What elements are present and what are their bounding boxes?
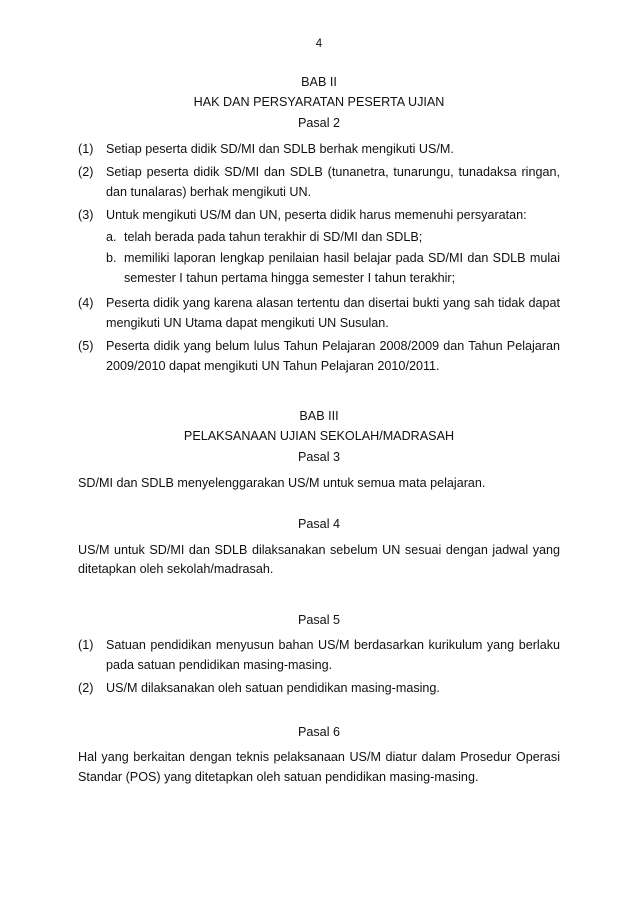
sub-list	[106, 228, 560, 289]
item-number: (5)	[78, 339, 94, 353]
sub-item-letter: a.	[106, 229, 117, 244]
sub-item	[106, 228, 560, 248]
item-text: Setiap peserta didik SD/MI dan SDLB (tunanetra, tunarungu, tunadaksa ringan, dan tunalaras) berhak mengikuti UN.	[106, 165, 560, 199]
sub-item-letter: b.	[106, 251, 117, 265]
item-text: US/M dilaksanakan oleh satuan pendidikan masing-masing.	[106, 681, 440, 695]
article-paragraph: Hal yang berkaitan dengan teknis pelaksanaan US/M diatur dalam Prosedur Operasi Standar (POS) yang ditetapkan oleh satuan pendidikan masing-masing.	[78, 750, 560, 784]
item-body	[106, 206, 560, 290]
spacer	[78, 580, 560, 609]
article-heading: Pasal 2	[297, 116, 340, 130]
page-content	[78, 73, 560, 787]
sub-item-text: telah berada pada tahun terakhir di SD/MI dan SDLB;	[124, 229, 423, 244]
item-number: (1)	[78, 638, 94, 652]
article-paragraph: US/M untuk SD/MI dan SDLB dilaksanakan sebelum UN sesuai dengan jadwal yang ditetapkan oleh sekolah/madrasah.	[78, 542, 560, 576]
list-item	[78, 679, 560, 699]
chapter-title: BAB II	[301, 75, 337, 89]
spacer	[78, 703, 560, 721]
item-number: (4)	[78, 296, 94, 310]
sub-item	[106, 249, 560, 288]
item-text: Setiap peserta didik SD/MI dan SDLB berhak mengikuti US/M.	[106, 141, 454, 156]
sub-item-text: memiliki laporan lengkap penilaian hasil belajar pada SD/MI dan SDLB mulai semester I tahun pertama hingga semester I tahun terakhir;	[124, 251, 560, 285]
list-item	[78, 337, 560, 376]
article-paragraph: SD/MI dan SDLB menyelenggarakan US/M untuk semua mata pelajaran.	[78, 475, 486, 490]
article-heading: Pasal 3	[297, 450, 340, 464]
list-item	[78, 294, 560, 333]
item-number: (2)	[78, 165, 94, 179]
item-number: (2)	[78, 681, 94, 695]
article-heading: Pasal 5	[297, 612, 340, 627]
article-heading: Pasal 4	[297, 517, 340, 531]
chapter-subtitle: PELAKSANAAN UJIAN SEKOLAH/MADRASAH	[183, 428, 455, 443]
item-text: Peserta didik yang belum lulus Tahun Pelajaran 2008/2009 dan Tahun Pelajaran 2009/2010 dapat mengikuti UN Tahun Pelajaran 2010/2011.	[106, 339, 560, 373]
spacer	[78, 380, 560, 407]
item-text: Peserta didik yang karena alasan tertentu dan disertai bukti yang sah tidak dapat mengikuti UN Utama dapat mengikuti UN Susulan.	[106, 296, 560, 330]
chapter-subtitle: HAK DAN PERSYARATAN PESERTA UJIAN	[193, 94, 445, 109]
list-item	[78, 140, 560, 160]
item-text: Untuk mengikuti US/M dan UN, peserta didik harus memenuhi persyaratan:	[106, 208, 527, 222]
item-number: (3)	[78, 208, 94, 222]
item-text: Satuan pendidikan menyusun bahan US/M berdasarkan kurikulum yang berlaku pada satuan pendidikan masing-masing.	[106, 638, 560, 672]
list-item	[78, 163, 560, 202]
list-item	[78, 206, 560, 290]
article-heading: Pasal 6	[297, 724, 340, 739]
list-item	[78, 636, 560, 675]
item-number: (1)	[78, 141, 94, 156]
page-number: 4	[315, 38, 323, 50]
chapter-title: BAB III	[299, 409, 339, 423]
spacer	[78, 493, 560, 513]
